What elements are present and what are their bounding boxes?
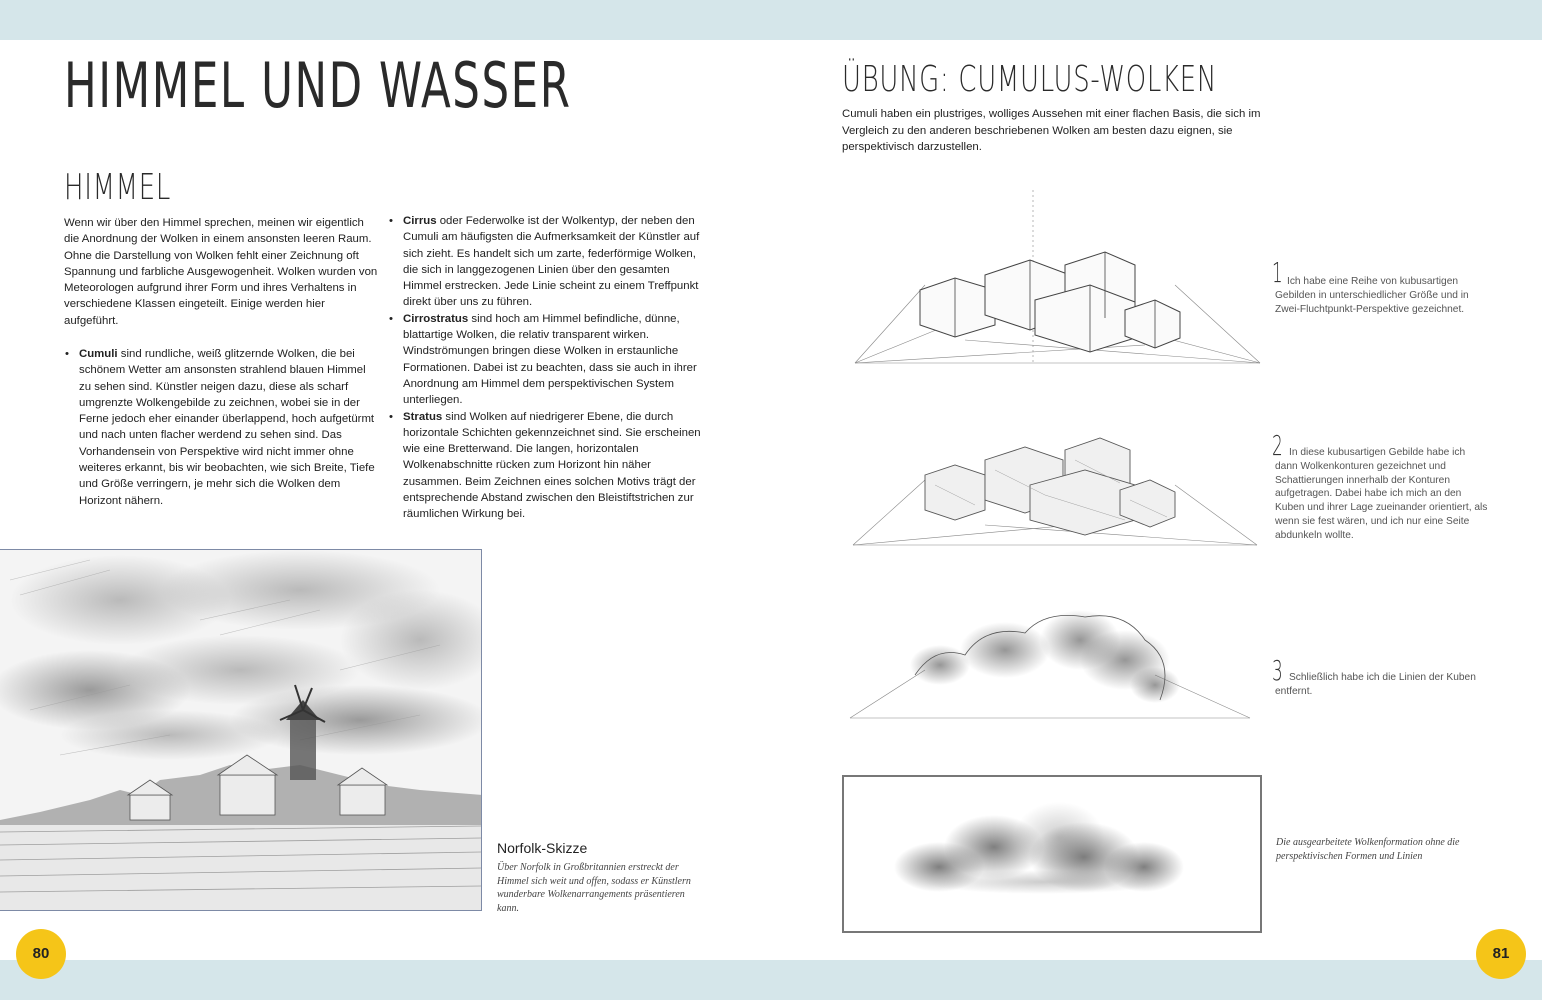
cloud-term: Cirrus xyxy=(403,215,437,227)
cloud-item-cirrostratus xyxy=(388,311,704,409)
cloud-term: Cumuli xyxy=(79,348,118,360)
section-title: HIMMEL xyxy=(64,167,172,208)
cloud-term: Stratus xyxy=(403,410,443,423)
exercise-title: ÜBUNG: CUMULUS-WOLKEN xyxy=(842,59,1218,100)
page-number-right: 81 xyxy=(1476,929,1526,979)
cloud-term: Cirrostratus xyxy=(403,312,469,325)
pencil-landscape-illustration xyxy=(0,550,482,911)
cloud-item-stratus xyxy=(388,409,704,523)
cloud-list-col1 xyxy=(64,346,379,509)
final-cloud-illustration xyxy=(844,777,1260,931)
cloud-desc: oder Federwolke ist der Wolkentyp, der neben den Cumuli am häufigsten die Aufmerksamkeit der Künstler auf sich zieht. Es handelt sich um zarte, federförmige Wolken, die sich in langgezogenen Linien über den gesamten Himmel erstrecken. Jede Linie scheint zu einem Treffpunkt direkt über uns zu führen. xyxy=(403,215,700,309)
chapter-title: HIMMEL UND WASSER xyxy=(64,49,572,122)
exercise-intro: Cumuli haben ein plustriges, wolliges Aussehen mit einer flachen Basis, die sich im Vergleich zu den anderen beschriebenen Wolken am besten dazu eignen, sie perspektivisch darzustellen. xyxy=(842,108,1261,153)
intro-paragraph: Wenn wir über den Himmel sprechen, meinen wir eigentlich die Anordnung der Wolken in einem ansonsten leeren Raum. Ohne die Darstellung von Wolken fehlt einer Zeichnung oft Spannung und farbliche Ausgewogenheit. Wolken wurden von Meteorologen aufgrund ihrer Form und ihres Verhaltens in verschiedene Klassen eingeteilt. Einige werden hier aufgeführt. xyxy=(64,217,378,327)
step2-number: 2 xyxy=(1272,429,1283,462)
step1-text: Ich habe eine Reihe von kubusartigen Gebilden in unterschiedlicher Größe und in Zwei-Fluchtpunkt-Perspektive gezeichnet. xyxy=(1275,276,1469,315)
norfolk-sketch-image xyxy=(0,549,482,911)
step3-text: Schließlich habe ich die Linien der Kuben entfernt. xyxy=(1275,672,1476,697)
cloud-item-cumuli xyxy=(64,346,379,509)
final-caption: Die ausgearbeitete Wolkenformation ohne die perspektivischen Formen und Linien xyxy=(1276,837,1460,862)
top-color-band xyxy=(0,0,1542,40)
final-cloud-drawing xyxy=(842,775,1262,933)
step3-cloud-diagram xyxy=(845,605,1265,725)
cloud-desc: sind hoch am Himmel befindliche, dünne, blattartige Wolken, die relativ transparent wirken. Windströmungen bringen diese Wolken in erstaunliche Formationen. Dabei ist zu beachten, dass sie auch in ihrer Anordnung am Himmel dem perspektivischen System unterliegen. xyxy=(403,312,697,407)
cloud-desc: sind rundliche, weiß glitzernde Wolken, die bei schönem Wetter am ansonsten strahlend blauen Himmel zu sehen sind. Künstler neigen dazu, diese als scharf umgrenzte Wolkengebilde zu zeichnen, wobei sie in der Ferne jedoch eher einander überlappend, hoch aufgetürmt und nach unten flacher werdend zu sehen sind. Das Vorhandensein von Perspektive wird nicht immer ohne weiteres erkannt, bis wir beobachten, wie sich Breite, Tiefe und Größe verringern, je mehr sich die Wolken dem Horizont nähern. xyxy=(79,348,375,507)
step2-text: In diese kubusartigen Gebilde habe ich dann Wolkenkonturen gezeichnet und Schattierungen innerhalb der Konturen aufgetragen. Dabei habe ich mich an den Kuben und ihrer Lage zueinander orientiert, als wenn sie fest wären, und ich nur eine Seite abdunkeln wollte. xyxy=(1275,447,1488,541)
sketch-caption-text: Über Norfolk in Großbritannien erstreckt der Himmel sich weit und offen, sodass er Künstlern wunderbare Wolkenarrangements präsentieren kann. xyxy=(497,862,691,914)
step1-number: 1 xyxy=(1272,256,1283,289)
cloud-item-cirrus xyxy=(388,213,704,311)
step3-number: 3 xyxy=(1272,654,1283,687)
page-number-left: 80 xyxy=(16,929,66,979)
step2-cube-cloud-diagram xyxy=(845,425,1265,555)
cloud-list-col2 xyxy=(388,213,704,523)
step1-cube-diagram xyxy=(845,190,1265,370)
sketch-caption-title: Norfolk-Skizze xyxy=(497,840,588,856)
cloud-desc: sind Wolken auf niedrigerer Ebene, die durch horizontale Schichten gekennzeichnet sind. Sie erscheinen wie eine Bretterwand. Die langen, horizontalen Wolkenabschnitte rücken zum Horizont hin näher zusammen. Beim Zeichnen eines solchen Motivs trägt der entsprechende Abstand zwischen den Bleistiftstrichen zur räumlichen Wirkung bei. xyxy=(403,410,701,521)
bottom-color-band xyxy=(0,960,1542,1000)
